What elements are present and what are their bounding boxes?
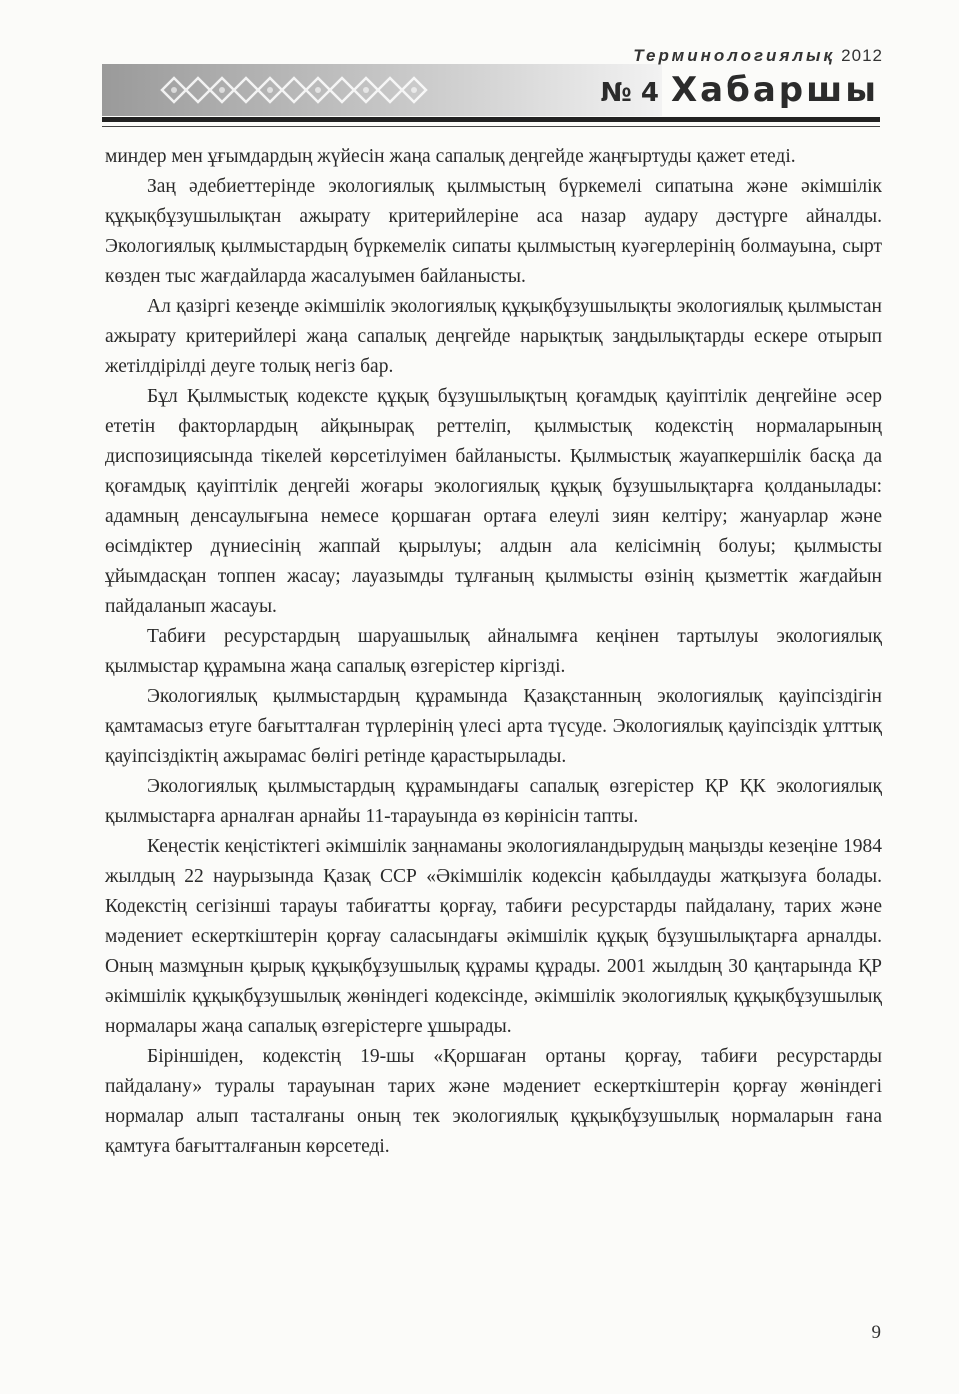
series-name: Терминологиялық xyxy=(633,46,836,65)
paragraph: Бұл Қылмыстық кодексте құқық бұзушылықтың қоғамдық қауіптілік деңгейіне әсер ететін факторлардың айқынырақ реттеліп, қылмыстық кодекстің нормаларының диспозициясында тікелей көрсетілуімен байланысты. Қылмыстық жауапкершілік басқа да қоғамдық қауіптілік деңгейі жоғары экологиялық құқық бұзушылықтарға қолданылады: адамның денсаулығына немесе қоршаған ортаға елеулі зиян келтіру; жануарлар және өсімдіктер дүниесінің жаппай қырылуы; алдын ала келісімнің болуы; қылмысты ұйымдасқан топпен жасау; лауазымды тұлғаның қылмысты өзінің қызметтік жағдайын пайдаланып жасауы. xyxy=(105,386,882,617)
ornament-band xyxy=(102,64,662,116)
journal-issue xyxy=(601,70,879,110)
ornament-pattern-icon xyxy=(102,64,662,116)
page-number: 9 xyxy=(871,1322,881,1343)
header-rule-thick xyxy=(102,117,880,122)
journal-series xyxy=(633,46,883,66)
issue-number: № 4 xyxy=(600,78,659,108)
journal-title: Хабаршы xyxy=(670,70,879,110)
series-year: 2012 xyxy=(841,46,883,65)
paragraph: Табиғи ресурстардың шаруашылық айналымға кеңінен тартылуы экологиялық қылмыстар құрамына жаңа сапалық өзгерістер кіргізді. xyxy=(105,626,882,677)
paragraph: Заң әдебиеттерінде экологиялық қылмыстың бүркемелі сипатына және әкімшілік құқықбұзушылықтан ажырату критерийлеріне аса назар аудару дәстүрге айналды. Экологиялық қылмыстардың бүркемелік сипаты қылмыстың куәгерлерінің болмауына, сырт көзден тыс жағдайларда жасалуымен байланысты. xyxy=(105,176,882,287)
article-body xyxy=(105,142,882,1162)
paragraph: Ал қазіргі кезеңде әкімшілік экологиялық құқықбұзушылықты экологиялық қылмыстан ажырату критерийлері жаңа сапалық деңгейде нарықтық заңдылықтарды ескере отырып жетілдірілді деуге толық негіз бар. xyxy=(105,296,882,377)
paragraph: Экологиялық қылмыстардың құрамында Қазақстанның экологиялық қауіпсіздігін қамтамасыз етуге бағытталған түрлерінің үлесі арта түсуде. Экологиялық қауіпсіздік ұлттық қауіпсіздіктің ажырамас бөлігі ретінде қарастырылады. xyxy=(105,686,882,767)
paragraph: миндер мен ұғымдардың жүйесін жаңа сапалық деңгейде жаңғыртуды қажет етеді. xyxy=(105,146,796,167)
header-rule-thin xyxy=(102,126,880,127)
paragraph: Кеңестік кеңістіктегі әкімшілік заңнаманы экологияландырудың маңызды кезеңіне 1984 жылдың 22 наурызында Қазақ ССР «Әкімшілік кодексін қабылдауды жатқызуға болады. Кодекстің сегізінші тарауы табиғатты қорғау, табиғи ресурстарды пайдалану, тарих және мәдениет ескерткіштерін қорғау саласындағы әкімшілік құқық бұзушылықтарға арналды. Оның мазмұнын қырық құқықбұзушылық құрамы құрады. 2001 жылдың 30 қаңтарында ҚР әкімшілік құқықбұзушылық жөніндегі кодексінде, әкімшілік экологиялық құқықбұзушылық нормалары жаңа сапалық өзгерістерге ұшырады. xyxy=(105,836,882,1037)
page-header xyxy=(0,0,959,130)
paragraph: Біріншіден, кодекстің 19-шы «Қоршаған ортаны қорғау, табиғи ресурстарды пайдалану» туралы тарауынан тарих және мәдениет ескерткіштерін қорғау жөніндегі нормалар алып тасталғаны оның тек экологиялық құқықбұзушылық нормаларын ғана қамтуға бағытталғанын көрсетеді. xyxy=(105,1046,882,1157)
paragraph: Экологиялық қылмыстардың құрамындағы сапалық өзгерістер ҚР ҚК экологиялық қылмыстарға арналған арнайы 11-тарауында өз көрінісін тапты. xyxy=(105,776,882,827)
